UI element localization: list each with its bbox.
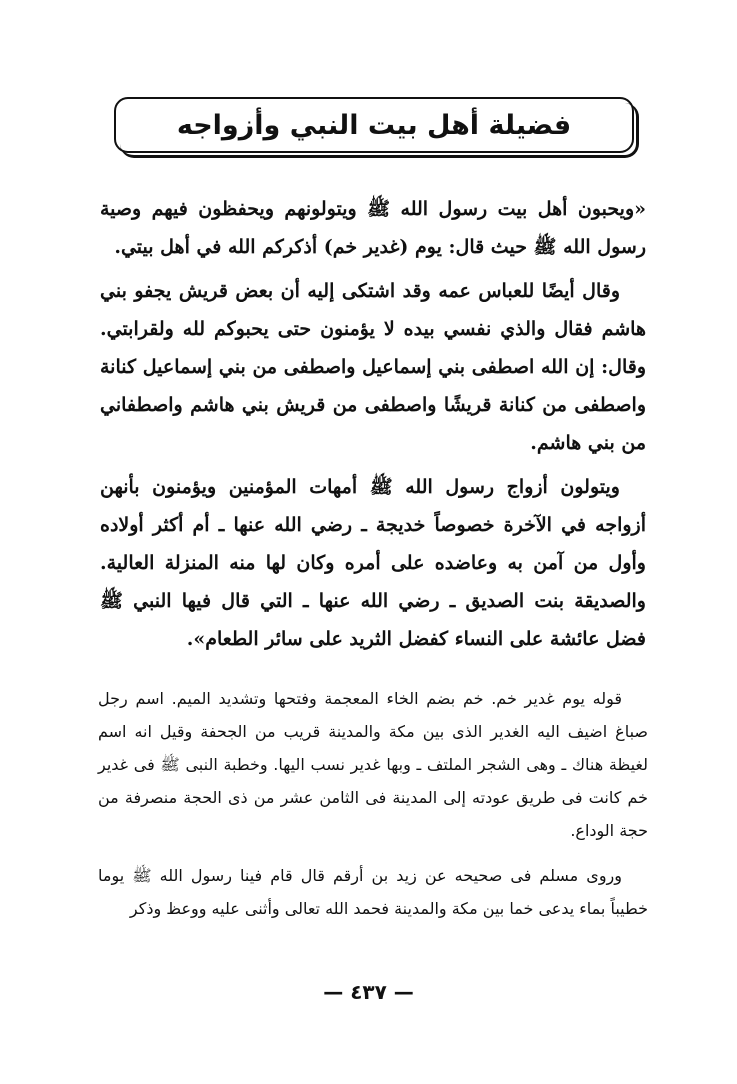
title-frame	[114, 97, 634, 153]
main-paragraph: وقال أيضًا للعباس عمه وقد اشتكى إليه أن بعض قريش يجفو بني هاشم فقال والذي نفسي بيده لا يؤمنون حتى يحبوكم لله ولقرابتي. وقال: إن الله اصطفى بني إسماعيل واصطفى من بني إسماعيل كنانة واصطفى من كنانة قريشًا واصطفى من قريش بني هاشم واصطفاني من بني هاشم.	[100, 280, 646, 454]
main-text-block	[100, 190, 646, 664]
main-paragraph: ويتولون أزواج رسول الله ﷺ أمهات المؤمنين ويؤمنون بأنهن أزواجه في الآخرة خصوصاً خديجة ـ رضي الله عنها ـ أم أكثر أولاده وأول من آمن به وعاضده على أمره وكان لها منه المنزلة العالية. والصديقة بنت الصديق ـ رضي الله عنها ـ التي قال فيها النبي ﷺ فضل عائشة على النساء كفضل الثريد على سائر الطعام».	[100, 476, 646, 650]
footnote-paragraph: وروى مسلم فى صحيحه عن زيد بن أرقم قال قام فينا رسول الله ﷺ يوما خطيباً بماء يدعى خما بين مكة والمدينة فحمد الله تعالى وأثنى عليه ووعظ وذكر	[98, 866, 648, 918]
main-paragraph: «ويحبون أهل بيت رسول الله ﷺ ويتولونهم ويحفظون فيهم وصية رسول الله ﷺ حيث قال: يوم (غدير خم) أذكركم الله في أهل بيتي.	[100, 198, 646, 258]
footnotes-block	[98, 682, 648, 937]
page-title: فضيلة أهل بيت النبي وأزواجه	[176, 109, 572, 141]
page-number: — ٤٣٧ —	[323, 980, 414, 1004]
footnote-paragraph: قوله يوم غدير خم. خم بضم الخاء المعجمة وفتحها وتشديد الميم. اسم رجل صباغ اضيف اليه الغدير الذى بين مكة والمدينة قريب من الجحفة وقيل انه اسم لغيظة هناك ـ وهى الشجر الملتف ـ وبها غدير نسب اليها. وخطبة النبى ﷺ فى غدير خم كانت فى طريق عودته إلى المدينة فى الثامن عشر من ذى الحجة منصرفة من حجة الوداع.	[98, 689, 648, 840]
